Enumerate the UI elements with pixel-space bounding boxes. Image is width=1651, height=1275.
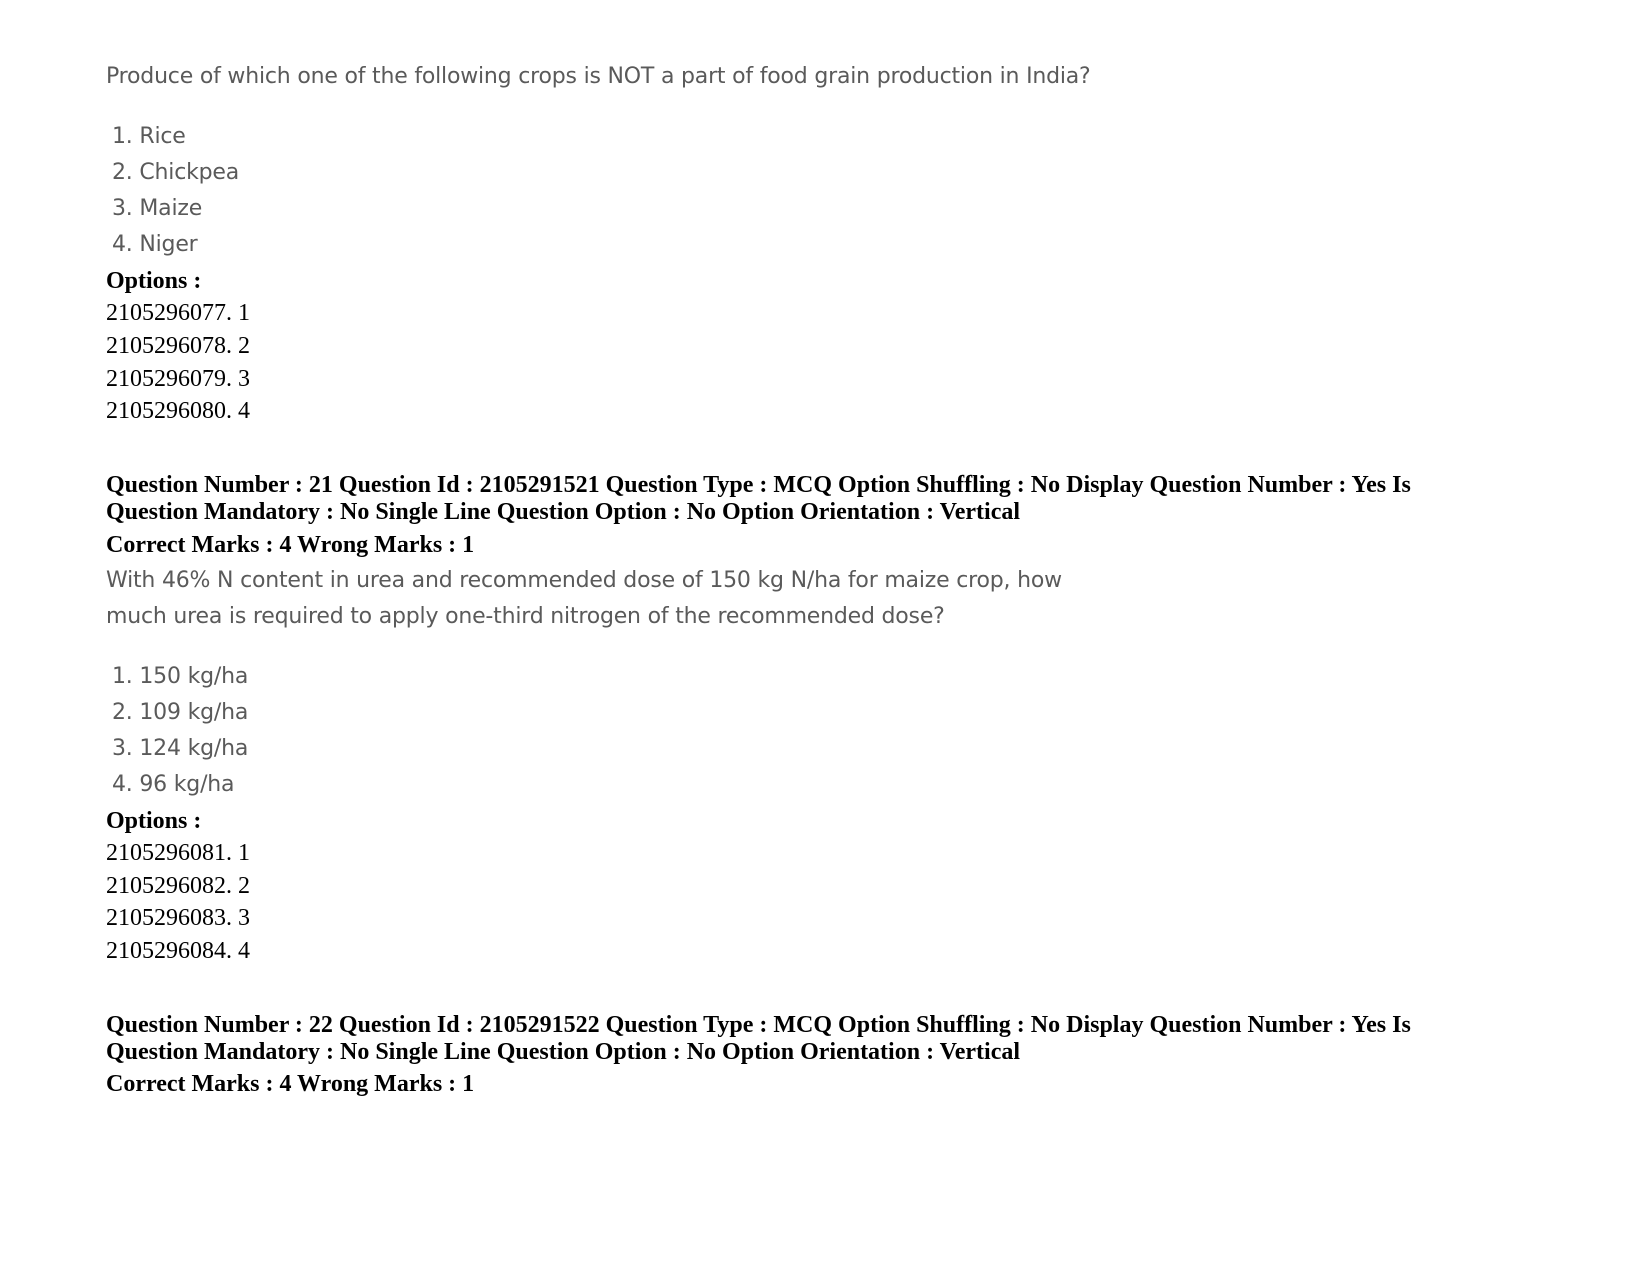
question-21-option-4: 2105296084. 4	[106, 938, 250, 964]
question-20-option-4: 2105296080. 4	[106, 398, 250, 424]
question-21-choice-2: 2. 109 kg/ha	[112, 700, 249, 725]
question-21-options-label: Options :	[106, 808, 202, 834]
question-20-choice-3: 3. Maize	[112, 196, 203, 221]
question-21-choice-1: 1. 150 kg/ha	[112, 664, 249, 689]
question-21-stem-line-1: With 46% N content in urea and recommended dose of 150 kg N/ha for maize crop, how	[106, 568, 1062, 593]
question-21-meta-line-2: Question Mandatory : No Single Line Question Option : No Option Orientation : Vertical	[106, 499, 1021, 525]
question-21-stem-line-2: much urea is required to apply one-third nitrogen of the recommended dose?	[106, 604, 945, 629]
question-22-meta-line-2: Question Mandatory : No Single Line Question Option : No Option Orientation : Vertical	[106, 1039, 1021, 1065]
question-20-option-2: 2105296078. 2	[106, 333, 250, 359]
question-20-option-1: 2105296077. 1	[106, 300, 250, 326]
question-20-option-3: 2105296079. 3	[106, 366, 250, 392]
question-20-stem: Produce of which one of the following crops is NOT a part of food grain production in India?	[106, 64, 1091, 89]
question-21-option-1: 2105296081. 1	[106, 840, 250, 866]
question-21-marks: Correct Marks : 4 Wrong Marks : 1	[106, 532, 475, 558]
question-21-meta-line-1: Question Number : 21 Question Id : 2105291521 Question Type : MCQ Option Shuffling : No Display Question Number : Yes Is	[106, 472, 1411, 498]
question-21-option-3: 2105296083. 3	[106, 905, 250, 931]
question-20-choice-4: 4. Niger	[112, 232, 198, 257]
question-21-option-2: 2105296082. 2	[106, 873, 250, 899]
question-20-options-label: Options :	[106, 268, 202, 294]
question-20-choice-1: 1. Rice	[112, 124, 186, 149]
question-21-choice-3: 3. 124 kg/ha	[112, 736, 249, 761]
question-22-meta-line-1: Question Number : 22 Question Id : 2105291522 Question Type : MCQ Option Shuffling : No Display Question Number : Yes Is	[106, 1012, 1411, 1038]
question-21-choice-4: 4. 96 kg/ha	[112, 772, 235, 797]
question-22-marks: Correct Marks : 4 Wrong Marks : 1	[106, 1071, 475, 1097]
question-20-choice-2: 2. Chickpea	[112, 160, 240, 185]
